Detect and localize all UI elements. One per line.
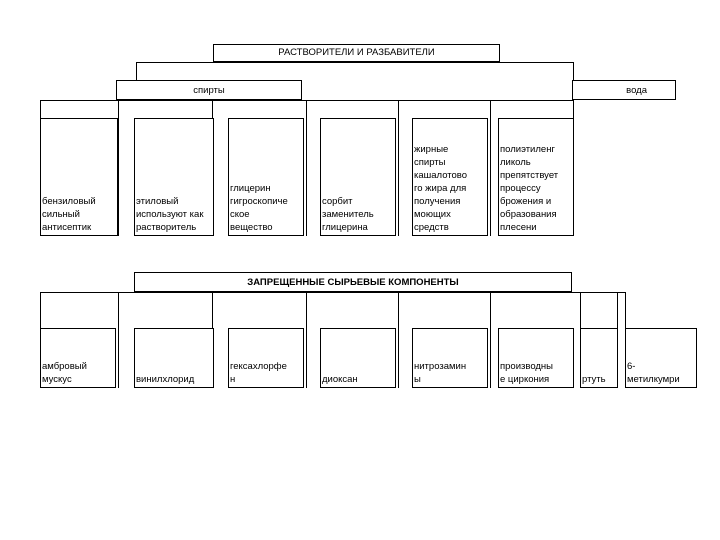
forbidden-line: е циркония <box>500 374 550 385</box>
connector-line <box>573 100 574 120</box>
forbidden-line: 6- <box>627 361 636 372</box>
connector-line <box>40 100 41 120</box>
forbidden-line: ы <box>414 374 421 385</box>
connector-line <box>306 100 307 236</box>
water-node <box>572 80 676 100</box>
connector-line <box>573 62 574 80</box>
forbidden-line: ртуть <box>582 374 606 385</box>
forbidden-item-methylcoumarin <box>625 328 697 388</box>
connector-line <box>490 292 491 388</box>
spirit-line: моющих <box>414 209 451 220</box>
connector-line <box>398 292 399 388</box>
spirit-ethyl <box>134 118 214 236</box>
spirit-desc-line: ское <box>230 209 250 220</box>
spirit-line: препятствует <box>500 170 559 181</box>
forbidden-item-mercury <box>580 328 618 388</box>
forbidden-line: метилкумри <box>627 374 680 385</box>
spirit-peg <box>498 118 574 236</box>
forbidden-node <box>134 272 572 292</box>
spirit-line: жирные <box>414 144 449 155</box>
spirit-line: получения <box>414 196 461 207</box>
water-label: вода <box>626 85 647 96</box>
forbidden-line: нитрозамин <box>414 361 467 372</box>
forbidden-title: ЗАПРЕЩЕННЫЕ СЫРЬЕВЫЕ КОМПОНЕНТЫ <box>247 277 459 288</box>
connector-line <box>306 292 307 388</box>
forbidden-item-hexachlorophene <box>228 328 304 388</box>
forbidden-line: гексахлорфе <box>230 361 287 372</box>
connector-line <box>136 62 137 80</box>
forbidden-line: производны <box>500 361 554 372</box>
spirit-desc-line: растворитель <box>136 222 197 233</box>
spirit-desc-line: сильный <box>42 209 80 220</box>
spirits-node <box>116 80 302 100</box>
spirit-benzyl <box>40 118 118 236</box>
spirit-desc-line: гигроскопиче <box>230 196 288 207</box>
spirit-line: полиэтиленг <box>500 144 555 155</box>
spirit-line: брожения и <box>500 196 552 207</box>
spirit-name: сорбит <box>322 196 353 207</box>
forbidden-line: диоксан <box>322 374 358 385</box>
spirit-desc-line: глицерина <box>322 222 368 233</box>
spirit-line: ликоль <box>500 157 531 168</box>
spirit-name: этиловый <box>136 196 179 207</box>
connector-line <box>118 100 119 236</box>
forbidden-line: амбровый <box>42 361 87 372</box>
forbidden-line: н <box>230 374 236 385</box>
forbidden-item-dioxane <box>320 328 396 388</box>
spirit-line: образования <box>500 209 557 220</box>
spirit-line: средств <box>414 222 449 233</box>
spirit-name: бензиловый <box>42 196 96 207</box>
spirit-fatty <box>412 118 488 236</box>
connector-line <box>490 100 491 236</box>
spirit-desc-line: заменитель <box>322 209 374 220</box>
spirit-line: процессу <box>500 183 541 194</box>
root-node <box>213 44 500 62</box>
spirits-label: спирты <box>193 85 225 96</box>
spirit-line: плесени <box>500 222 537 233</box>
spirit-sorbitol <box>320 118 396 236</box>
spirit-name: глицерин <box>230 183 271 194</box>
spirit-desc-line: вещество <box>230 222 273 233</box>
spirit-line: спирты <box>414 157 446 168</box>
spirit-line: кашалотово <box>414 170 468 181</box>
connector-line <box>398 100 399 236</box>
spirit-glycerin <box>228 118 304 236</box>
spirit-desc-line: антисептик <box>42 222 92 233</box>
forbidden-line: винилхлорид <box>136 374 195 385</box>
root-title: РАСТВОРИТЕЛИ И РАЗБАВИТЕЛИ <box>278 47 435 58</box>
spirit-desc-line: используют как <box>136 209 204 220</box>
connector-line <box>40 292 41 328</box>
spirit-line: го жира для <box>414 183 467 194</box>
connector-line <box>136 62 574 63</box>
connector-line <box>118 292 119 388</box>
forbidden-item-zirconium <box>498 328 574 388</box>
forbidden-item-nitrosamines <box>412 328 488 388</box>
forbidden-line: мускус <box>42 374 72 385</box>
forbidden-item-ambergris <box>40 328 116 388</box>
forbidden-item-vinyl-chloride <box>134 328 214 388</box>
